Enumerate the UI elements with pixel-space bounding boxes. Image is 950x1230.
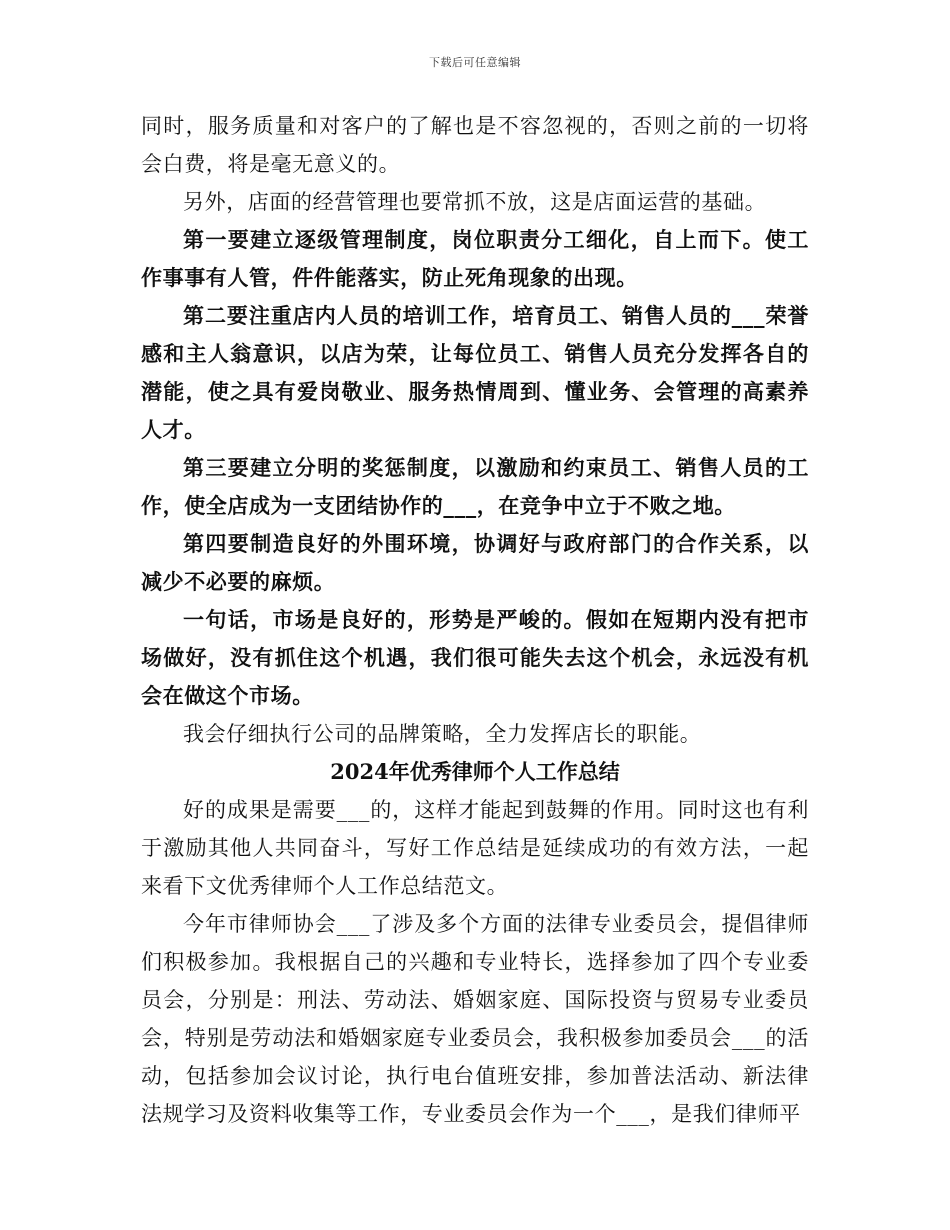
paragraph-committees: 今年市律师协会___了涉及多个方面的法律专业委员会，提倡律师们积极参加。我根据自己的兴趣和专业特长，选择参加了四个专业委员会，分别是：刑法、劳动法、婚姻家庭、国际投资与贸易专业委员会，特别是劳动法和婚姻家庭专业委员会，我积极参加委员会___的活动，包括参加会议讨论，执行电台值班安排，参加普法活动、新法律法规学习及资料收集等工作，专业委员会作为一个___，是我们律师平 [141, 912, 809, 1126]
paragraph-continuation: 同时，服务质量和对客户的了解也是不容忽视的，否则之前的一切将会白费，将是毫无意义的。 [141, 114, 809, 176]
paragraph-commitment: 我会仔细执行公司的品牌策略，全力发挥店长的职能。 [183, 722, 702, 746]
paragraph-fourth-point: 第四要制造良好的外围环境，协调好与政府部门的合作关系，以减少不必要的麻烦。 [141, 531, 809, 594]
paragraph-third-point: 第三要建立分明的奖惩制度，以激励和约束员工、销售人员的工作，使全店成为一支团结协作的___，在竞争中立于不败之地。 [141, 455, 809, 518]
paragraph-intro: 好的成果是需要___的，这样才能起到鼓舞的作用。同时这也有利于激励其他人共同奋斗，写好工作总结是延续成功的有效方法，一起来看下文优秀律师个人工作总结范文。 [141, 798, 809, 898]
paragraph-summary: 一句话，市场是良好的，形势是严峻的。假如在短期内没有把市场做好，没有抓住这个机遇，我们很可能失去这个机会，永远没有机会在做这个市场。 [141, 607, 809, 708]
section-title: 2024年优秀律师个人工作总结 [330, 759, 620, 784]
document-body [141, 107, 809, 1133]
paragraph-first-point: 第一要建立逐级管理制度，岗位职责分工细化，自上而下。使工作事事有人管，件件能落实，防止死角现象的出现。 [141, 227, 809, 290]
page-header: 下载后可任意编辑 [429, 56, 521, 69]
paragraph-store-management: 另外，店面的经营管理也要常抓不放，这是店面运营的基础。 [183, 190, 767, 214]
paragraph-second-point: 第二要注重店内人员的培训工作，培育员工、销售人员的___荣誉感和主人翁意识，以店为荣，让每位员工、销售人员充分发挥各自的潜能，使之具有爱岗敬业、服务热情周到、懂业务、会管理的高素养人才。 [141, 303, 809, 442]
